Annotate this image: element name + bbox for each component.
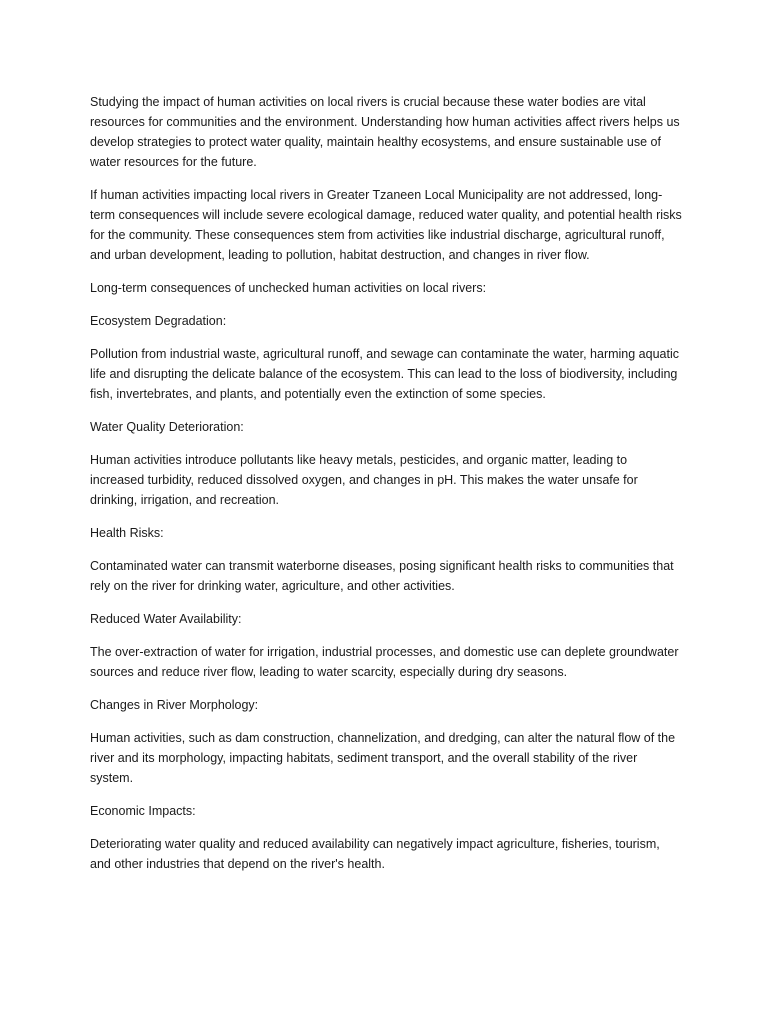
economic-impacts-paragraph: Deteriorating water quality and reduced availability can negatively impact agriculture, fisheries, tourism, and other industries that depend on the river's health. bbox=[90, 837, 660, 871]
water-availability-heading: Reduced Water Availability: bbox=[90, 612, 242, 626]
ecosystem-degradation-paragraph: Pollution from industrial waste, agricultural runoff, and sewage can contaminate the water, harming aquatic life and disrupting the delicate balance of the ecosystem. This can lead to the loss of biodiversity, including fish, invertebrates, and plants, and potentially even the extinction of some species. bbox=[90, 347, 679, 401]
water-quality-heading: Water Quality Deterioration: bbox=[90, 420, 244, 434]
water-availability-paragraph: The over-extraction of water for irrigation, industrial processes, and domestic use can deplete groundwater sources and reduce river flow, leading to water scarcity, especially during dry seasons. bbox=[90, 645, 679, 679]
water-quality-paragraph: Human activities introduce pollutants like heavy metals, pesticides, and organic matter, leading to increased turbidity, reduced dissolved oxygen, and changes in pH. This makes the water unsafe for drinking, irrigation, and recreation. bbox=[90, 453, 638, 507]
document-page bbox=[90, 92, 682, 887]
ecosystem-degradation-heading: Ecosystem Degradation: bbox=[90, 314, 227, 328]
health-risks-paragraph: Contaminated water can transmit waterborne diseases, posing significant health risks to communities that rely on the river for drinking water, agriculture, and other activities. bbox=[90, 559, 674, 593]
list-intro-heading: Long-term consequences of unchecked human activities on local rivers: bbox=[90, 281, 487, 295]
river-morphology-heading: Changes in River Morphology: bbox=[90, 698, 259, 712]
economic-impacts-heading: Economic Impacts: bbox=[90, 804, 196, 818]
health-risks-heading: Health Risks: bbox=[90, 526, 164, 540]
river-morphology-paragraph: Human activities, such as dam construction, channelization, and dredging, can alter the natural flow of the river and its morphology, impacting habitats, sediment transport, and the overall stability of the river system. bbox=[90, 731, 676, 785]
consequences-paragraph: If human activities impacting local rivers in Greater Tzaneen Local Municipality are not addressed, long-term consequences will include severe ecological damage, reduced water quality, and potential health risks for the community. These consequences stem from activities like industrial discharge, agricultural runoff, and urban development, leading to pollution, habitat destruction, and changes in river flow. bbox=[90, 188, 682, 262]
intro-paragraph: Studying the impact of human activities on local rivers is crucial because these water bodies are vital resources for communities and the environment. Understanding how human activities affect rivers helps us develop strategies to protect water quality, maintain healthy ecosystems, and ensure sustainable use of water resources for the future. bbox=[90, 95, 680, 169]
